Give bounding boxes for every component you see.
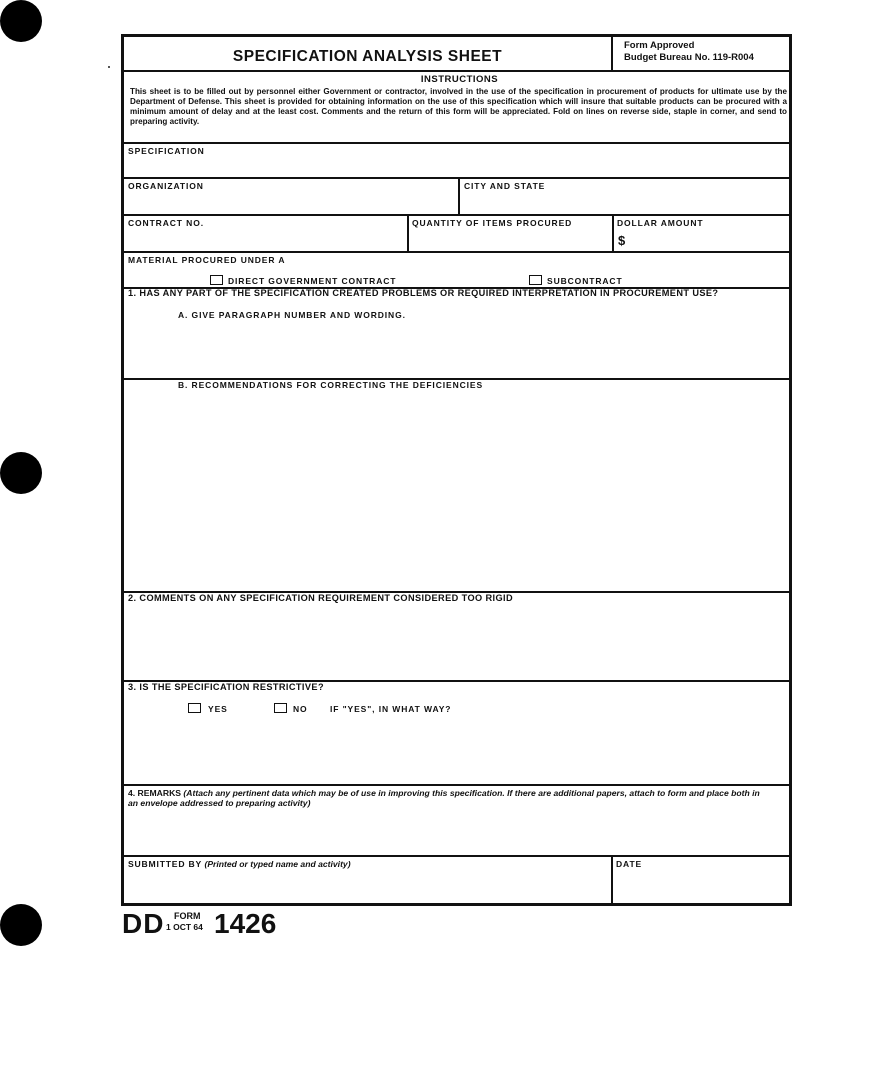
question-3-field[interactable]	[124, 717, 791, 784]
rule	[124, 142, 789, 144]
city-state-label: CITY AND STATE	[464, 181, 546, 191]
rule	[124, 855, 789, 857]
instructions-heading: INSTRUCTIONS	[420, 74, 499, 85]
contract-number-label: CONTRACT NO.	[128, 218, 204, 228]
remarks-note: (Attach any pertinent data which may be of use in improving this specification. If there are additional papers, attach to form and place both in an envelope addressed to preparing activity)	[128, 788, 760, 808]
restrictive-yes-checkbox[interactable]	[188, 703, 201, 713]
rule	[124, 70, 789, 72]
submitted-by-label	[128, 859, 351, 869]
quantity-label: QUANTITY OF ITEMS PROCURED	[412, 218, 573, 228]
material-procured-label: MATERIAL PROCURED UNDER A	[128, 255, 286, 265]
form-edition: 1 OCT 64	[166, 922, 203, 932]
restrictive-yes-label: YES	[208, 704, 228, 714]
form-approved-line: Form Approved	[624, 40, 695, 51]
rule	[124, 177, 789, 179]
subcontract-checkbox[interactable]	[529, 275, 542, 285]
city-state-field[interactable]	[460, 190, 791, 213]
restrictive-explain-label: IF "YES", IN WHAT WAY?	[330, 704, 452, 714]
form-number	[122, 910, 292, 944]
submitted-by-field[interactable]	[124, 870, 611, 905]
subcontract-label: SUBCONTRACT	[547, 276, 623, 286]
direct-contract-checkbox[interactable]	[210, 275, 223, 285]
instructions-text: This sheet is to be filled out by personnel either Government or contractor, involved in the use of the specification in procurement of products for ultimate use by the Department of Defense. This sheet is provided for obtaining information on the use of this specification which will insure that suitable products can be procured with a minimum amount of delay and at the least cost. Comments and the return of this form will be appreciated. Fold on lines on reverse side, staple in corner, and send to preparing activity.	[130, 87, 787, 127]
specification-label: SPECIFICATION	[128, 146, 205, 156]
submitted-by-note: (Printed or typed name and activity)	[204, 859, 351, 869]
question-1-label: 1. HAS ANY PART OF THE SPECIFICATION CREATED PROBLEMS OR REQUIRED INTERPRETATION IN PROCUREMENT USE?	[128, 288, 719, 298]
punch-hole-top	[0, 0, 42, 42]
date-label: DATE	[616, 859, 643, 869]
dollar-amount-label: DOLLAR AMOUNT	[617, 218, 704, 228]
question-1b-field[interactable]	[124, 393, 791, 591]
restrictive-no-checkbox[interactable]	[274, 703, 287, 713]
question-2-field[interactable]	[124, 607, 791, 680]
question-1a-field[interactable]	[124, 323, 791, 377]
remarks-label	[128, 788, 768, 808]
rule	[124, 214, 789, 216]
scan-speck	[108, 66, 110, 68]
organization-field[interactable]	[124, 190, 457, 213]
date-divider	[611, 856, 613, 906]
dollar-sign: $	[618, 233, 626, 248]
remarks-title: 4. REMARKS	[128, 788, 182, 798]
remarks-field[interactable]	[124, 810, 791, 855]
form-prefix: DD	[122, 908, 165, 939]
header-divider	[611, 37, 613, 70]
quantity-field[interactable]	[409, 227, 611, 251]
specification-analysis-form	[121, 34, 792, 906]
budget-bureau-number: Budget Bureau No. 119-R004	[624, 52, 754, 63]
question-1a-label: A. GIVE PARAGRAPH NUMBER AND WORDING.	[178, 310, 406, 320]
rule	[124, 784, 789, 786]
restrictive-no-label: NO	[293, 704, 308, 714]
question-1b-label: B. RECOMMENDATIONS FOR CORRECTING THE DEFICIENCIES	[178, 380, 484, 390]
organization-label: ORGANIZATION	[128, 181, 204, 191]
punch-hole-bottom	[0, 904, 42, 946]
dollar-amount-field[interactable]	[628, 227, 791, 251]
question-3-label: 3. IS THE SPECIFICATION RESTRICTIVE?	[128, 682, 324, 692]
quantity-divider	[612, 215, 614, 252]
specification-field[interactable]	[124, 155, 791, 177]
punch-hole-middle	[0, 452, 42, 494]
submitted-by-title: SUBMITTED BY	[128, 859, 203, 869]
direct-contract-label: DIRECT GOVERNMENT CONTRACT	[228, 276, 397, 286]
date-field[interactable]	[614, 870, 791, 905]
form-title: SPECIFICATION ANALYSIS SHEET	[232, 48, 503, 65]
form-word: FORM	[174, 911, 201, 921]
form-number-value: 1426	[214, 908, 277, 939]
question-2-label: 2. COMMENTS ON ANY SPECIFICATION REQUIREMENT CONSIDERED TOO RIGID	[128, 593, 514, 603]
contract-number-field[interactable]	[124, 227, 406, 251]
rule	[124, 251, 789, 253]
